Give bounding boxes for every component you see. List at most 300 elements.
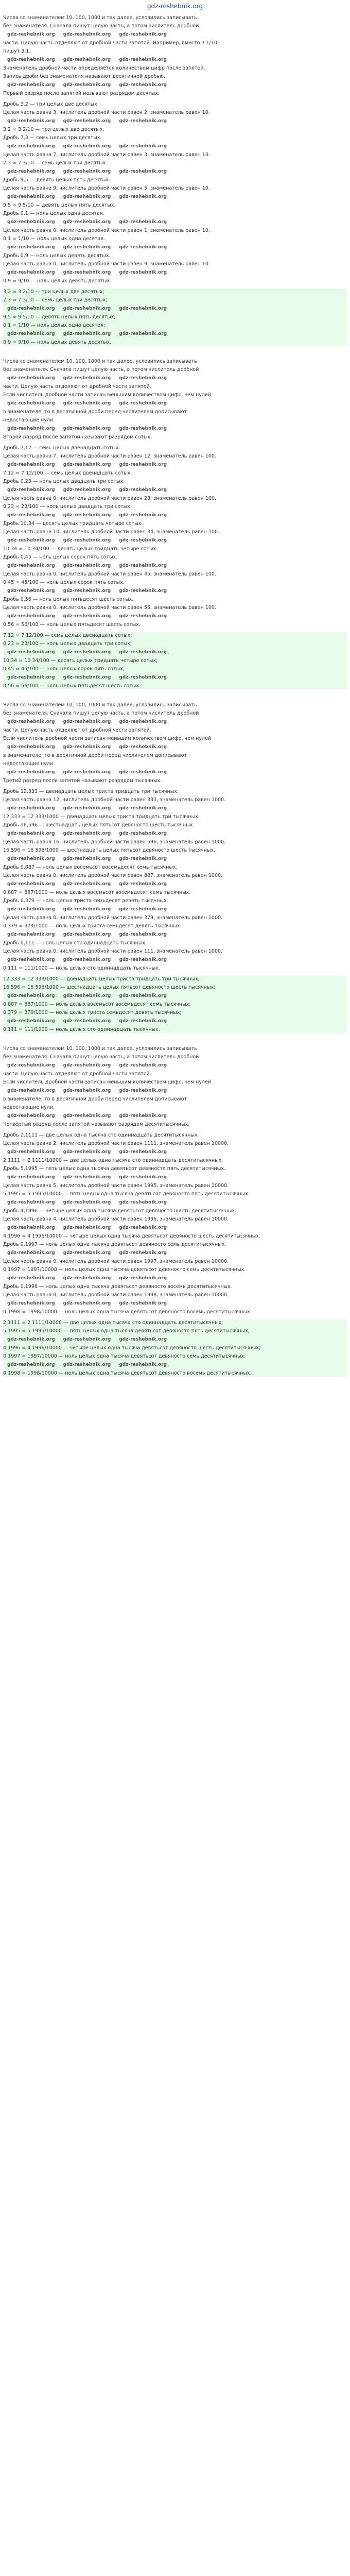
- highlight-line: 4,1996 = 4 1996/10000 — четыре целых одна тысяча девятьсот девяносто шесть десятитысячных;: [3, 1345, 261, 1351]
- watermark-text: gdz-reshebnik.org: [119, 426, 167, 431]
- examples-block: [3, 445, 347, 628]
- examples-line: 0,887 = 887/1000 — ноль целых восемьсот восемьдесят семь тысячных.: [3, 890, 191, 895]
- watermark-text: gdz-reshebnik.org: [7, 831, 55, 836]
- watermark-text: gdz-reshebnik.org: [119, 1175, 167, 1180]
- watermark-text: gdz-reshebnik.org: [63, 1149, 111, 1155]
- watermark-line: [3, 769, 347, 776]
- highlight-block: [3, 289, 347, 346]
- watermark-line: [3, 743, 347, 751]
- highlight-line: 7,12 = 7 12/100 — семь целых двенадцать сотых;: [3, 633, 132, 638]
- section-3: [0, 702, 350, 1043]
- watermark-line: [3, 168, 347, 175]
- watermark-line: [3, 375, 347, 382]
- watermark-text: gdz-reshebnik.org: [7, 376, 55, 381]
- watermark-text: gdz-reshebnik.org: [7, 1149, 55, 1155]
- watermark-line: [3, 461, 347, 468]
- watermark-text: gdz-reshebnik.org: [63, 1362, 111, 1367]
- watermark-text: gdz-reshebnik.org: [63, 1088, 111, 1093]
- watermark-text: gdz-reshebnik.org: [7, 588, 55, 594]
- watermark-text: gdz-reshebnik.org: [63, 32, 111, 37]
- examples-line: Дробь 16,596 — шестнадцать целых пятьсот девяносто шесть тысячных.: [3, 822, 195, 828]
- watermark-text: gdz-reshebnik.org: [63, 1337, 111, 1342]
- highlight-line: 0,1997 = 1997/10000 — ноль целых одна тысяча девятьсот девяносто семь десятитысячных;: [3, 1353, 246, 1359]
- watermark-text: gdz-reshebnik.org: [7, 306, 55, 311]
- watermark-text: gdz-reshebnik.org: [7, 57, 55, 62]
- watermark-text: gdz-reshebnik.org: [63, 907, 111, 912]
- watermark-text: gdz-reshebnik.org: [63, 376, 111, 381]
- watermark-line: [3, 1174, 347, 1181]
- watermark-text: gdz-reshebnik.org: [119, 831, 167, 836]
- watermark-text: gdz-reshebnik.org: [63, 932, 111, 937]
- examples-line: 0,9 = 9/10 — ноль целых девять десятых.: [3, 278, 112, 284]
- watermark-line: [3, 218, 347, 226]
- intro-line: в знаменателе, то в десятичной дроби перед числителем дописывают: [3, 409, 187, 415]
- watermark-line: [3, 613, 347, 620]
- watermark-text: gdz-reshebnik.org: [119, 907, 167, 912]
- examples-line: Дробь 0,1998 — ноль целых одна тысяча девятьсот девяносто восемь десятитысячных.: [3, 1284, 232, 1290]
- highlight-line: 2,1111 = 2 1111/10000 — две целых одна тысяча сто одиннадцать десятитысячных;: [3, 1320, 223, 1326]
- highlight-line: 0,9 = 9/10 — ноль целых девять десятых.: [3, 340, 112, 345]
- watermark-text: gdz-reshebnik.org: [119, 270, 167, 275]
- watermark-text: gdz-reshebnik.org: [119, 144, 167, 149]
- examples-line: Дробь 2,1111 — две целых одна тысяча сто одиннадцать десятитысячных.: [3, 1132, 199, 1138]
- intro-line: Запись дроби без знаменателя называют десятичной дробью.: [3, 74, 166, 79]
- examples-line: 7,3 = 7 3/10 — семь целых три десятых.: [3, 160, 108, 166]
- intro-line: пишут 3,1.: [3, 48, 31, 54]
- watermark-line: [3, 880, 347, 888]
- watermark-text: gdz-reshebnik.org: [119, 1149, 167, 1155]
- section-4: [0, 1045, 350, 1387]
- examples-line: Целая часть равна 5, числитель дробной части равен 1995, знаменатель равен 10000.: [3, 1183, 229, 1189]
- watermark-text: gdz-reshebnik.org: [119, 57, 167, 62]
- watermark-text: gdz-reshebnik.org: [7, 1175, 55, 1180]
- intro-block: [3, 1045, 347, 1128]
- watermark-text: gdz-reshebnik.org: [7, 1063, 55, 1068]
- watermark-text: gdz-reshebnik.org: [63, 856, 111, 861]
- watermark-text: gdz-reshebnik.org: [63, 57, 111, 62]
- watermark-text: gdz-reshebnik.org: [63, 538, 111, 543]
- intro-line: Второй разряд после запятой называют разрядом сотых.: [3, 434, 152, 440]
- watermark-text: gdz-reshebnik.org: [63, 245, 111, 250]
- watermark-text: gdz-reshebnik.org: [63, 563, 111, 568]
- watermark-text: gdz-reshebnik.org: [63, 675, 111, 680]
- watermark-text: gdz-reshebnik.org: [119, 306, 167, 311]
- highlight-line: 0,1 = 1/10 — ноль целых одна десятая;: [3, 323, 106, 328]
- watermark-line: [3, 31, 347, 38]
- watermark-text: gdz-reshebnik.org: [119, 932, 167, 937]
- watermark-text: gdz-reshebnik.org: [7, 882, 55, 887]
- watermark-text: gdz-reshebnik.org: [7, 1225, 55, 1230]
- highlight-line: 5,1995 = 5 1995/10000 — пять целых одна тысяча девятьсот девяносто пять десятитысячных;: [3, 1328, 250, 1334]
- examples-line: Целая часть равна 7, числитель дробной части равен 3, знаменатель равен 10.: [3, 152, 210, 158]
- watermark-line: [3, 649, 347, 656]
- examples-line: Дробь 0,23 — ноль целых двадцать три сотых.: [3, 479, 125, 484]
- watermark-text: gdz-reshebnik.org: [7, 1200, 55, 1205]
- watermark-line: [3, 1087, 347, 1094]
- watermark-line: [3, 81, 347, 89]
- watermark-line: [3, 269, 347, 276]
- watermark-text: gdz-reshebnik.org: [7, 169, 55, 174]
- watermark-line: [3, 992, 347, 999]
- watermark-text: gdz-reshebnik.org: [63, 462, 111, 467]
- watermark-line: [3, 1062, 347, 1069]
- intro-line: Третий разряд после запятой называют разрядом тысячных.: [3, 778, 162, 784]
- watermark-text: gdz-reshebnik.org: [63, 426, 111, 431]
- intro-line: в знаменателе, то в десятичной дроби перед числителем дописывают: [3, 753, 187, 758]
- watermark-text: gdz-reshebnik.org: [7, 650, 55, 655]
- watermark-text: gdz-reshebnik.org: [119, 806, 167, 811]
- watermark-text: gdz-reshebnik.org: [63, 588, 111, 594]
- watermark-text: gdz-reshebnik.org: [119, 1063, 167, 1068]
- watermark-text: gdz-reshebnik.org: [63, 270, 111, 275]
- examples-line: 16,596 = 16 596/1000 — шестнадцать целых пятьсот девяносто шесть тысячных.: [3, 848, 216, 853]
- examples-line: Дробь 5,1995 — пять целых одна тысяча девятьсот девяносто пять десятитысячных.: [3, 1166, 225, 1172]
- examples-line: 0,56 = 56/100 — ноль целых пятьдесят шесть сотых.: [3, 622, 141, 628]
- watermark-text: gdz-reshebnik.org: [7, 1276, 55, 1281]
- site-header: [0, 0, 350, 12]
- spacer: [3, 1381, 347, 1387]
- watermark-text: gdz-reshebnik.org: [119, 957, 167, 962]
- watermark-text: gdz-reshebnik.org: [119, 1225, 167, 1230]
- intro-line: Четвёртый разряд после запятой называют разрядом десятитысячных.: [3, 1122, 190, 1127]
- content: [0, 14, 350, 1387]
- highlight-line: 16,596 = 16 596/1000 — шестнадцать целых пятьсот девяносто шесть тысячных;: [3, 985, 216, 990]
- watermark-text: gdz-reshebnik.org: [7, 1088, 55, 1093]
- examples-line: Дробь 0,379 — ноль целых триста семьдесят девять тысячных.: [3, 898, 168, 904]
- watermark-text: gdz-reshebnik.org: [63, 1175, 111, 1180]
- examples-line: 0,1998 = 1998/10000 — ноль целых одна тысяча девятьсот девяносто восемь десятитысячных.: [3, 1309, 252, 1315]
- examples-block: [3, 101, 347, 284]
- examples-line: Дробь 3,2 — три целых две десятых.: [3, 101, 99, 107]
- watermark-text: gdz-reshebnik.org: [119, 650, 167, 655]
- watermark-text: gdz-reshebnik.org: [119, 1337, 167, 1342]
- highlight-line: 0,111 = 111/1000 — ноль целых сто одиннадцать тысячных.: [3, 1027, 160, 1032]
- watermark-text: gdz-reshebnik.org: [119, 118, 167, 124]
- watermark-line: [3, 805, 347, 812]
- intro-line: Числа со знаменателем 10, 100, 1000 и так далее, условились записывать: [3, 359, 197, 364]
- watermark-text: gdz-reshebnik.org: [7, 194, 55, 199]
- watermark-text: gdz-reshebnik.org: [63, 219, 111, 225]
- examples-line: 5,1995 = 5 1995/10000 — пять целых одна тысяча девятьсот девяносто пять десятитысячных.: [3, 1191, 250, 1197]
- watermark-text: gdz-reshebnik.org: [63, 744, 111, 750]
- watermark-line: [3, 143, 347, 150]
- watermark-text: gdz-reshebnik.org: [63, 1301, 111, 1306]
- watermark-text: gdz-reshebnik.org: [119, 331, 167, 336]
- watermark-line: [3, 1275, 347, 1282]
- watermark-text: gdz-reshebnik.org: [63, 1200, 111, 1205]
- watermark-line: [3, 1199, 347, 1206]
- watermark-text: gdz-reshebnik.org: [119, 1276, 167, 1281]
- intro-block: [3, 702, 347, 784]
- watermark-line: [3, 512, 347, 519]
- watermark-text: gdz-reshebnik.org: [7, 118, 55, 124]
- examples-line: Целая часть равна 0, числитель дробной части равен 111, знаменатель равен 1000.: [3, 948, 223, 954]
- watermark-line: [3, 193, 347, 200]
- examples-line: 10,34 = 10 34/100 — десять целых тридцать четыре сотых.: [3, 546, 158, 552]
- watermark-text: gdz-reshebnik.org: [63, 487, 111, 493]
- watermark-line: [3, 931, 347, 938]
- examples-line: 0,45 = 45/100 — ноль целых сорок пять сотых.: [3, 580, 125, 585]
- intro-line: части. Целую часть отделяют от дробной части запятой.: [3, 727, 151, 733]
- intro-line: части. Целую часть отделяют от дробной части запятой. Например, вместо 3 1/10: [3, 40, 217, 46]
- highlight-line: 0,887 = 887/1000 — ноль целых восемьсот восемьдесят семь тысячных;: [3, 1002, 191, 1007]
- examples-line: 3,2 = 3 2/10 — три целых две десятых.: [3, 127, 104, 132]
- examples-line: Целая часть равна 0, числитель дробной части равен 56, знаменатель равен 100.: [3, 605, 216, 611]
- intro-line: без знаменателя. Сначала пишут целую часть, а потом числитель дробной: [3, 367, 199, 372]
- watermark-text: gdz-reshebnik.org: [7, 1301, 55, 1306]
- spacer: [3, 693, 347, 700]
- watermark-line: [3, 537, 347, 544]
- watermark-text: gdz-reshebnik.org: [7, 1019, 55, 1024]
- watermark-line: [3, 244, 347, 251]
- highlight-line: 0,23 = 23/100 — ноль целых двадцать три сотых;: [3, 641, 132, 647]
- watermark-text: gdz-reshebnik.org: [119, 1200, 167, 1205]
- watermark-text: gdz-reshebnik.org: [7, 270, 55, 275]
- examples-line: 7,12 = 7 12/100 — семь целых двенадцать сотых.: [3, 470, 132, 476]
- examples-line: Целая часть равна 16, числитель дробной части равен 596, знаменатель равен 1000.: [3, 839, 226, 845]
- watermark-text: gdz-reshebnik.org: [63, 831, 111, 836]
- watermark-text: gdz-reshebnik.org: [7, 144, 55, 149]
- examples-line: Дробь 0,887 — ноль целых восемьсот восемьдесят семь тысячных.: [3, 865, 178, 870]
- examples-line: Дробь 12,333 — двенадцать целых триста тридцать три тысячных.: [3, 789, 179, 794]
- watermark-line: [3, 305, 347, 312]
- highlight-line: 12,333 = 12 333/1000 — двенадцать целых триста тридцать три тысячных;: [3, 976, 200, 982]
- watermark-text: gdz-reshebnik.org: [119, 770, 167, 775]
- intro-line: Первый разряд после запятой называют разрядом десятых.: [3, 91, 160, 96]
- watermark-text: gdz-reshebnik.org: [63, 770, 111, 775]
- watermark-text: gdz-reshebnik.org: [63, 614, 111, 619]
- watermark-line: [3, 1148, 347, 1156]
- watermark-text: gdz-reshebnik.org: [119, 245, 167, 250]
- site-title-link[interactable]: gdz-reshebnik.org: [147, 3, 203, 10]
- examples-line: Целая часть равна 7, числитель дробной части равен 12, знаменатель равен 100.: [3, 453, 216, 459]
- watermark-text: gdz-reshebnik.org: [7, 1337, 55, 1342]
- watermark-text: gdz-reshebnik.org: [7, 563, 55, 568]
- watermark-text: gdz-reshebnik.org: [63, 194, 111, 199]
- examples-line: Целая часть равна 0, числитель дробной части равен 379, знаменатель равен 1000.: [3, 915, 223, 921]
- watermark-text: gdz-reshebnik.org: [119, 993, 167, 998]
- watermark-text: gdz-reshebnik.org: [119, 401, 167, 406]
- intro-line: недостающие нули.: [3, 761, 55, 767]
- watermark-text: gdz-reshebnik.org: [119, 219, 167, 225]
- intro-line: недостающие нули.: [3, 1105, 55, 1110]
- watermark-line: [3, 425, 347, 432]
- watermark-text: gdz-reshebnik.org: [119, 675, 167, 680]
- watermark-text: gdz-reshebnik.org: [119, 487, 167, 493]
- examples-line: Дробь 0,9 — ноль целых девять десятых.: [3, 253, 111, 259]
- intro-line: части. Целую часть отделяют от дробной части запятой.: [3, 384, 151, 389]
- examples-line: Целая часть равна 4, числитель дробной части равен 1996, знаменатель равен 10000.: [3, 1216, 229, 1222]
- watermark-text: gdz-reshebnik.org: [119, 194, 167, 199]
- examples-line: Целая часть равна 0, числитель дробной части равен 1997, знаменатель равен 10000.: [3, 1259, 229, 1264]
- intro-line: Знаменатель дробной части определяется количеством цифр после запятой.: [3, 65, 205, 71]
- watermark-line: [3, 718, 347, 725]
- watermark-text: gdz-reshebnik.org: [119, 1301, 167, 1306]
- examples-line: 0,379 = 379/1000 — ноль целых триста семьдесят девять тысячных.: [3, 923, 182, 929]
- watermark-text: gdz-reshebnik.org: [119, 169, 167, 174]
- highlight-line: 0,56 = 56/100 — ноль целых пятьдесят шесть сотых.: [3, 683, 141, 689]
- examples-line: Целая часть равна 9, числитель дробной части равен 5, знаменатель равен 10.: [3, 185, 210, 191]
- watermark-text: gdz-reshebnik.org: [63, 1276, 111, 1281]
- examples-line: Целая часть равна 0, числитель дробной части равен 887, знаменатель равен 1000.: [3, 873, 223, 878]
- highlight-line: 0,45 = 45/100 — ноль целых сорок пять сотых;: [3, 666, 125, 672]
- intro-line: части. Целую часть отделяют от дробной части запятой.: [3, 1071, 151, 1077]
- watermark-text: gdz-reshebnik.org: [7, 719, 55, 724]
- intro-line: Числа со знаменателем 10, 100, 1000 и так далее, условились записывать: [3, 1046, 197, 1052]
- highlight-line: 0,379 = 379/1000 — ноль целых триста семьдесят девять тысячных;: [3, 1010, 182, 1015]
- examples-line: 0,23 = 23/100 — ноль целых двадцать три сотых.: [3, 504, 132, 510]
- examples-line: 4,1996 = 4 1996/10000 — четыре целых одна тысяча девятьсот девяносто шесть десятитысячных.: [3, 1233, 260, 1239]
- watermark-line: [3, 1018, 347, 1025]
- watermark-text: gdz-reshebnik.org: [119, 1019, 167, 1024]
- examples-line: Целая часть равна 2, числитель дробной части равен 1111, знаменатель равен 10000.: [3, 1141, 229, 1146]
- examples-line: Дробь 0,1997 — ноль целых одна тысяча девятьсот девяносто семь десятитысячных.: [3, 1242, 226, 1247]
- watermark-text: gdz-reshebnik.org: [7, 487, 55, 493]
- spacer: [3, 350, 347, 356]
- watermark-text: gdz-reshebnik.org: [119, 1362, 167, 1367]
- examples-line: 0,111 = 111/1000 — ноль целых сто одиннадцать тысячных.: [3, 965, 160, 971]
- watermark-text: gdz-reshebnik.org: [119, 719, 167, 724]
- examples-line: 2,1111 = 2 1111/10000 — две целых одна тысяча сто одиннадцать десятитысячных.: [3, 1158, 223, 1163]
- watermark-text: gdz-reshebnik.org: [63, 513, 111, 518]
- watermark-text: gdz-reshebnik.org: [7, 401, 55, 406]
- watermark-text: gdz-reshebnik.org: [119, 1088, 167, 1093]
- watermark-line: [3, 486, 347, 494]
- intro-block: [3, 14, 347, 97]
- examples-line: Дробь 7,3 — семь целых три десятых.: [3, 135, 102, 141]
- intro-line: без знаменателя. Сначала пишут целую часть, а потом числитель дробной: [3, 23, 199, 29]
- watermark-text: gdz-reshebnik.org: [119, 882, 167, 887]
- intro-line: Если числитель дробной части записан меньшим количеством цифр, чем нулей: [3, 1079, 212, 1085]
- watermark-text: gdz-reshebnik.org: [63, 169, 111, 174]
- examples-line: Целая часть равна 0, числитель дробной части равен 45, знаменатель равен 100.: [3, 571, 216, 577]
- examples-line: Дробь 0,45 — ноль целых сорок пять сотых.: [3, 554, 118, 560]
- watermark-text: gdz-reshebnik.org: [63, 401, 111, 406]
- watermark-line: [3, 674, 347, 681]
- watermark-text: gdz-reshebnik.org: [7, 513, 55, 518]
- intro-line: Если числитель дробной части записан меньшим количеством цифр, чем нулей: [3, 392, 212, 398]
- watermark-text: gdz-reshebnik.org: [63, 957, 111, 962]
- watermark-line: [3, 1361, 347, 1368]
- watermark-line: [3, 855, 347, 862]
- examples-line: Целая часть равна 0, числитель дробной части равен 1, знаменатель равен 10.: [3, 228, 210, 233]
- highlight-line: 10,34 = 10 34/100 — десять целых тридцать четыре сотых;: [3, 658, 158, 664]
- examples-line: Целая часть равна 0, числитель дробной части равен 1998, знаменатель равен 10000.: [3, 1292, 229, 1298]
- watermark-text: gdz-reshebnik.org: [63, 1113, 111, 1118]
- examples-line: 0,1997 = 1997/10000 — ноль целых одна тысяча девятьсот девяносто семь десятитысячных.: [3, 1267, 246, 1273]
- watermark-text: gdz-reshebnik.org: [63, 1250, 111, 1256]
- highlight-block: [3, 976, 347, 1033]
- examples-block: [3, 1132, 347, 1315]
- watermark-text: gdz-reshebnik.org: [7, 538, 55, 543]
- watermark-text: gdz-reshebnik.org: [7, 82, 55, 88]
- examples-block: [3, 788, 347, 972]
- watermark-text: gdz-reshebnik.org: [119, 462, 167, 467]
- watermark-text: gdz-reshebnik.org: [63, 1019, 111, 1024]
- watermark-text: gdz-reshebnik.org: [7, 32, 55, 37]
- watermark-line: [3, 1224, 347, 1231]
- watermark-text: gdz-reshebnik.org: [63, 993, 111, 998]
- watermark-text: gdz-reshebnik.org: [63, 650, 111, 655]
- watermark-text: gdz-reshebnik.org: [119, 1113, 167, 1118]
- watermark-text: gdz-reshebnik.org: [7, 219, 55, 225]
- watermark-text: gdz-reshebnik.org: [63, 882, 111, 887]
- watermark-text: gdz-reshebnik.org: [7, 770, 55, 775]
- intro-line: Числа со знаменателем 10, 100, 1000 и так далее, условились записывать: [3, 702, 197, 708]
- watermark-line: [3, 1336, 347, 1343]
- watermark-text: gdz-reshebnik.org: [63, 82, 111, 88]
- watermark-text: gdz-reshebnik.org: [7, 462, 55, 467]
- watermark-text: gdz-reshebnik.org: [119, 1250, 167, 1256]
- examples-line: Целая часть равна 0, числитель дробной части равен 23, знаменатель равен 100.: [3, 496, 216, 501]
- highlight-line: 3,2 = 3 2/10 — три целых две десятых;: [3, 289, 104, 295]
- intro-block: [3, 358, 347, 440]
- intro-line: Если числитель дробной части записан меньшим количеством цифр, чем нулей: [3, 736, 212, 741]
- watermark-text: gdz-reshebnik.org: [119, 856, 167, 861]
- watermark-text: gdz-reshebnik.org: [63, 331, 111, 336]
- watermark-text: gdz-reshebnik.org: [7, 1250, 55, 1256]
- watermark-text: gdz-reshebnik.org: [7, 856, 55, 861]
- examples-line: Дробь 4,1996 — четыре целых одна тысяча девятьсот девяносто шесть десятитысячных.: [3, 1208, 236, 1214]
- examples-line: Дробь 0,1 — ноль целых одна десятая.: [3, 211, 104, 216]
- highlight-line: 7,3 = 7 3/10 — семь целых три десятых;: [3, 297, 108, 303]
- watermark-text: gdz-reshebnik.org: [63, 806, 111, 811]
- watermark-text: gdz-reshebnik.org: [119, 614, 167, 619]
- watermark-text: gdz-reshebnik.org: [119, 588, 167, 594]
- examples-line: 12,333 = 12 333/1000 — двенадцать целых триста тридцать три тысячных.: [3, 814, 200, 820]
- watermark-text: gdz-reshebnik.org: [63, 719, 111, 724]
- watermark-line: [3, 1300, 347, 1307]
- watermark-text: gdz-reshebnik.org: [63, 118, 111, 124]
- watermark-text: gdz-reshebnik.org: [7, 245, 55, 250]
- watermark-text: gdz-reshebnik.org: [119, 376, 167, 381]
- watermark-text: gdz-reshebnik.org: [7, 1362, 55, 1367]
- examples-line: Целая часть равна 0, числитель дробной части равен 9, знаменатель равен 10.: [3, 261, 210, 267]
- examples-line: Дробь 10,34 — десять целых тридцать четыре сотых.: [3, 521, 143, 527]
- highlight-block: [3, 632, 347, 689]
- examples-line: 9,5 = 9 5/10 — девять целых пять десятых.: [3, 202, 116, 208]
- watermark-text: gdz-reshebnik.org: [63, 306, 111, 311]
- watermark-text: gdz-reshebnik.org: [7, 806, 55, 811]
- intro-line: без знаменателя. Сначала пишут целую часть, а потом числитель дробной: [3, 1054, 199, 1060]
- watermark-text: gdz-reshebnik.org: [119, 513, 167, 518]
- watermark-text: gdz-reshebnik.org: [7, 744, 55, 750]
- highlight-block: [3, 1319, 347, 1377]
- watermark-text: gdz-reshebnik.org: [119, 563, 167, 568]
- watermark-text: gdz-reshebnik.org: [7, 1113, 55, 1118]
- watermark-line: [3, 562, 347, 569]
- watermark-text: gdz-reshebnik.org: [7, 331, 55, 336]
- intro-line: недостающие нули.: [3, 417, 55, 423]
- watermark-line: [3, 956, 347, 963]
- watermark-line: [3, 117, 347, 125]
- watermark-line: [3, 906, 347, 913]
- watermark-text: gdz-reshebnik.org: [119, 82, 167, 88]
- watermark-line: [3, 56, 347, 63]
- intro-line: в знаменателе, то в десятичной дроби перед числителем дописывают: [3, 1096, 187, 1102]
- watermark-text: gdz-reshebnik.org: [119, 538, 167, 543]
- examples-line: Дробь 0,56 — ноль целых пятьдесят шесть сотых.: [3, 597, 134, 602]
- section-1: [0, 14, 350, 356]
- watermark-text: gdz-reshebnik.org: [7, 932, 55, 937]
- intro-line: без знаменателя. Сначала пишут целую часть, а потом числитель дробной: [3, 710, 199, 716]
- watermark-text: gdz-reshebnik.org: [7, 426, 55, 431]
- watermark-line: [3, 830, 347, 837]
- watermark-text: gdz-reshebnik.org: [7, 957, 55, 962]
- examples-line: Целая часть равна 12, числитель дробной части равен 333, знаменатель равен 1000.: [3, 797, 226, 803]
- highlight-line: 9,5 = 9 5/10 — девять целых пять десятых;: [3, 314, 116, 320]
- highlight-line: 0,1998 = 1998/10000 — ноль целых одна тысяча девятьсот девяносто восемь десятитысячных.: [3, 1370, 252, 1376]
